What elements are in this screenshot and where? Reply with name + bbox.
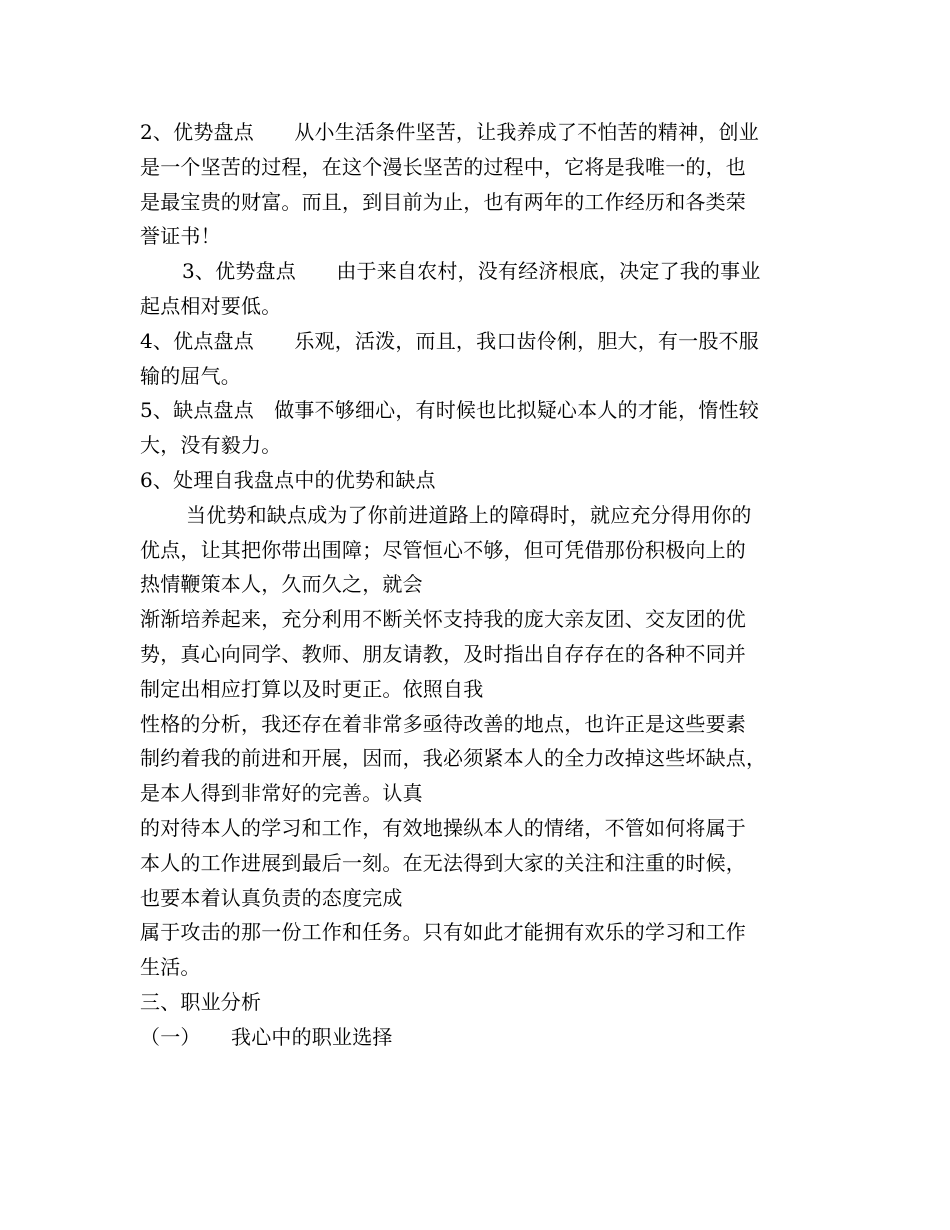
text-line: 是本人得到非常好的完善。认真 [140, 781, 423, 806]
subsection-heading: （一） 我心中的职业选择 [140, 1024, 393, 1049]
text-line: 大，没有毅力。 [140, 433, 282, 458]
text-line: 当优势和缺点成为了你前进道路上的障碍时，就应充分得用你的 [186, 502, 752, 527]
text-line: 2、优势盘点 从小生活条件坚苦，让我养成了不怕苦的精神，创业 [140, 120, 759, 144]
text-line: 本人的工作进展到最后一刻。在无法得到大家的关注和注重的时候， [140, 850, 746, 875]
text-line: 渐渐培养起来，充分利用不断关怀支持我的庞大亲友团、交友团的优 [140, 607, 746, 632]
text-line: 誉证书！ [140, 224, 221, 249]
text-line: 输的屈气。 [140, 363, 241, 388]
text-line: 5、缺点盘点 做事不够细心，有时候也比拟疑心本人的才能，惰性较 [140, 398, 759, 423]
document-body [140, 115, 820, 1055]
text-line: 也要本着认真负责的态度完成 [140, 885, 403, 910]
text-line: 生活。 [140, 955, 201, 980]
text-line: 的对待本人的学习和工作，有效地操纵本人的情绪，不管如何将属于 [140, 815, 746, 840]
text-line: 势，真心向同学、教师、朋友请教，及时指出自存存在的各种不同并 [140, 641, 746, 666]
text-line: 优点，让其把你带出围障；尽管恒心不够，但可凭借那份积极向上的 [140, 537, 746, 562]
text-line: 属于攻击的那一份工作和任务。只有如此才能拥有欢乐的学习和工作 [140, 920, 746, 945]
text-line: 热情鞭策本人，久而久之，就会 [140, 572, 423, 597]
text-line: 起点相对要低。 [140, 293, 282, 318]
text-line: 制约着我的前进和开展，因而，我必须紧本人的全力改掉这些坏缺点， [140, 746, 767, 771]
text-line: 性格的分析，我还存在着非常多亟待改善的地点，也许正是这些要素 [140, 711, 746, 736]
section-heading: 三、职业分析 [140, 989, 262, 1014]
text-line: 3、优势盘点 由于来自农村，没有经济根底，决定了我的事业 [182, 259, 761, 284]
text-line: 制定出相应打算以及时更正。依照自我 [140, 676, 484, 701]
text-line: 4、优点盘点 乐观，活泼，而且，我口齿伶俐，胆大，有一股不服 [140, 328, 759, 353]
text-line: 是最宝贵的财富。而且，到目前为止，也有两年的工作经历和各类荣 [140, 189, 746, 214]
text-line: 是一个坚苦的过程，在这个漫长坚苦的过程中，它将是我唯一的，也 [140, 154, 746, 179]
section-heading: 6、处理自我盘点中的优势和缺点 [140, 467, 436, 492]
